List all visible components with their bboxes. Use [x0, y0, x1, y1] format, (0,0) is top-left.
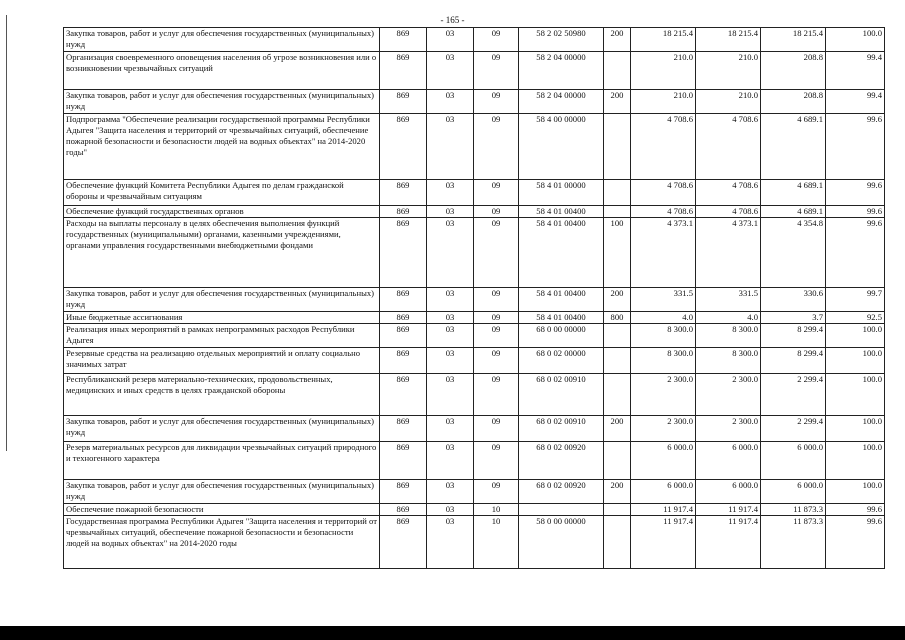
row-pr-cell: 09	[474, 480, 519, 504]
row-vr-cell: 200	[604, 90, 631, 114]
row-csr-cell: 58 4 01 00000	[519, 180, 604, 206]
row-executed-cell: 18 215.4	[761, 28, 826, 52]
row-approved-cell: 4 708.6	[631, 114, 696, 180]
row-percent-cell: 99.6	[826, 206, 885, 218]
row-percent-cell: 100.0	[826, 374, 885, 416]
row-plan-cell: 210.0	[696, 90, 761, 114]
row-percent-cell: 100.0	[826, 416, 885, 442]
row-vr-cell	[604, 504, 631, 516]
bottom-scan-border	[0, 626, 905, 640]
row-name-cell: Обеспечение функций государственных органов	[64, 206, 380, 218]
table-row	[64, 416, 885, 442]
row-pr-cell: 09	[474, 288, 519, 312]
row-vr-cell	[604, 206, 631, 218]
row-vr-cell: 200	[604, 416, 631, 442]
row-csr-cell: 68 0 02 00910	[519, 374, 604, 416]
row-name-cell: Организация своевременного оповещения населения об угрозе возникновения или о возникновении чрезвычайных ситуаций	[64, 52, 380, 90]
row-pr-cell: 09	[474, 90, 519, 114]
row-rz-cell: 03	[427, 442, 474, 480]
row-csr-cell: 58 4 01 00400	[519, 312, 604, 324]
row-pr-cell: 09	[474, 52, 519, 90]
row-percent-cell: 100.0	[826, 480, 885, 504]
row-pr-cell: 09	[474, 374, 519, 416]
row-approved-cell: 6 000.0	[631, 480, 696, 504]
row-ved-cell: 869	[380, 348, 427, 374]
row-name-cell: Закупка товаров, работ и услуг для обеспечения государственных (муниципальных) нужд	[64, 480, 380, 504]
row-pr-cell: 09	[474, 206, 519, 218]
table-row	[64, 288, 885, 312]
row-plan-cell: 4 708.6	[696, 206, 761, 218]
row-ved-cell: 869	[380, 480, 427, 504]
row-executed-cell: 4 354.8	[761, 218, 826, 288]
row-plan-cell: 18 215.4	[696, 28, 761, 52]
row-ved-cell: 869	[380, 180, 427, 206]
row-executed-cell: 4 689.1	[761, 114, 826, 180]
row-plan-cell: 4 708.6	[696, 114, 761, 180]
row-plan-cell: 6 000.0	[696, 442, 761, 480]
row-ved-cell: 869	[380, 288, 427, 312]
table-row	[64, 504, 885, 516]
row-ved-cell: 869	[380, 90, 427, 114]
row-rz-cell: 03	[427, 312, 474, 324]
row-ved-cell: 869	[380, 516, 427, 569]
row-csr-cell: 68 0 02 00000	[519, 348, 604, 374]
row-percent-cell: 99.6	[826, 516, 885, 569]
row-rz-cell: 03	[427, 288, 474, 312]
row-approved-cell: 331.5	[631, 288, 696, 312]
row-rz-cell: 03	[427, 416, 474, 442]
table-row	[64, 114, 885, 180]
row-rz-cell: 03	[427, 180, 474, 206]
row-plan-cell: 2 300.0	[696, 416, 761, 442]
row-plan-cell: 11 917.4	[696, 504, 761, 516]
row-csr-cell: 68 0 00 00000	[519, 324, 604, 348]
row-rz-cell: 03	[427, 348, 474, 374]
row-approved-cell: 8 300.0	[631, 324, 696, 348]
table-row	[64, 374, 885, 416]
row-ved-cell: 869	[380, 324, 427, 348]
row-percent-cell: 100.0	[826, 442, 885, 480]
row-csr-cell: 68 0 02 00910	[519, 416, 604, 442]
budget-table	[63, 27, 885, 569]
table-row	[64, 206, 885, 218]
row-ved-cell: 869	[380, 416, 427, 442]
row-percent-cell: 100.0	[826, 324, 885, 348]
row-approved-cell: 8 300.0	[631, 348, 696, 374]
row-ved-cell: 869	[380, 28, 427, 52]
row-plan-cell: 4 373.1	[696, 218, 761, 288]
row-approved-cell: 6 000.0	[631, 442, 696, 480]
row-csr-cell: 58 2 04 00000	[519, 90, 604, 114]
row-percent-cell: 99.4	[826, 90, 885, 114]
row-ved-cell: 869	[380, 218, 427, 288]
row-csr-cell: 58 4 01 00400	[519, 206, 604, 218]
row-ved-cell: 869	[380, 52, 427, 90]
table-row	[64, 324, 885, 348]
row-name-cell: Закупка товаров, работ и услуг для обеспечения государственных (муниципальных) нужд	[64, 288, 380, 312]
row-plan-cell: 331.5	[696, 288, 761, 312]
row-vr-cell	[604, 324, 631, 348]
row-ved-cell: 869	[380, 312, 427, 324]
row-approved-cell: 2 300.0	[631, 416, 696, 442]
left-margin-rule	[6, 15, 7, 451]
table-row	[64, 28, 885, 52]
row-rz-cell: 03	[427, 90, 474, 114]
row-approved-cell: 18 215.4	[631, 28, 696, 52]
row-vr-cell	[604, 348, 631, 374]
row-approved-cell: 210.0	[631, 52, 696, 90]
table-row	[64, 480, 885, 504]
table-row	[64, 180, 885, 206]
row-name-cell: Расходы на выплаты персоналу в целях обеспечения выполнения функций государственных (муниципальными) органами, казенными учреждениями, органами управления государственными внебюджетными фондами	[64, 218, 380, 288]
row-executed-cell: 4 689.1	[761, 180, 826, 206]
row-percent-cell: 99.6	[826, 114, 885, 180]
row-pr-cell: 09	[474, 324, 519, 348]
table-row	[64, 516, 885, 569]
row-name-cell: Резервные средства на реализацию отдельных мероприятий и оплату социально значимых затрат	[64, 348, 380, 374]
row-csr-cell: 58 0 00 00000	[519, 516, 604, 569]
row-rz-cell: 03	[427, 324, 474, 348]
row-executed-cell: 3.7	[761, 312, 826, 324]
row-rz-cell: 03	[427, 52, 474, 90]
row-executed-cell: 2 299.4	[761, 416, 826, 442]
row-plan-cell: 4 708.6	[696, 180, 761, 206]
row-pr-cell: 09	[474, 28, 519, 52]
row-approved-cell: 4 708.6	[631, 206, 696, 218]
row-executed-cell: 208.8	[761, 90, 826, 114]
row-vr-cell: 100	[604, 218, 631, 288]
row-name-cell: Закупка товаров, работ и услуг для обеспечения государственных (муниципальных) нужд	[64, 90, 380, 114]
row-executed-cell: 208.8	[761, 52, 826, 90]
row-pr-cell: 10	[474, 504, 519, 516]
row-name-cell: Подпрограмма "Обеспечение реализации государственной программы Республики Адыгея "Защита населения и территорий от чрезвычайных ситуаций, обеспечение пожарной безопасности и безопасности людей на водных объектах" на 2014-2020 годы"	[64, 114, 380, 180]
row-vr-cell	[604, 442, 631, 480]
row-csr-cell	[519, 504, 604, 516]
row-csr-cell: 68 0 02 00920	[519, 480, 604, 504]
row-name-cell: Закупка товаров, работ и услуг для обеспечения государственных (муниципальных) нужд	[64, 28, 380, 52]
row-name-cell: Республиканский резерв материально-технических, продовольственных, медицинских и иных средств в целях гражданской обороны	[64, 374, 380, 416]
row-approved-cell: 4.0	[631, 312, 696, 324]
row-executed-cell: 8 299.4	[761, 324, 826, 348]
page-number: - 165 -	[440, 15, 465, 25]
row-approved-cell: 210.0	[631, 90, 696, 114]
row-plan-cell: 2 300.0	[696, 374, 761, 416]
row-plan-cell: 210.0	[696, 52, 761, 90]
row-percent-cell: 99.6	[826, 218, 885, 288]
row-pr-cell: 09	[474, 180, 519, 206]
row-name-cell: Реализация иных мероприятий в рамках непрограммных расходов Республики Адыгея	[64, 324, 380, 348]
row-vr-cell	[604, 52, 631, 90]
row-plan-cell: 8 300.0	[696, 348, 761, 374]
row-pr-cell: 09	[474, 442, 519, 480]
row-csr-cell: 68 0 02 00920	[519, 442, 604, 480]
row-vr-cell: 800	[604, 312, 631, 324]
row-executed-cell: 11 873.3	[761, 516, 826, 569]
row-executed-cell: 11 873.3	[761, 504, 826, 516]
row-executed-cell: 2 299.4	[761, 374, 826, 416]
row-name-cell: Закупка товаров, работ и услуг для обеспечения государственных (муниципальных) нужд	[64, 416, 380, 442]
table-row	[64, 312, 885, 324]
table-row	[64, 218, 885, 288]
row-name-cell: Обеспечение функций Комитета Республики Адыгея по делам гражданской обороны и чрезвычайным ситуациям	[64, 180, 380, 206]
row-ved-cell: 869	[380, 206, 427, 218]
row-percent-cell: 99.7	[826, 288, 885, 312]
row-name-cell: Государственная программа Республики Адыгея "Защита населения и территорий от чрезвычайных ситуаций, обеспечение пожарной безопасности и безопасности людей на водных объектах" на 2014-2020 годы	[64, 516, 380, 569]
row-vr-cell	[604, 374, 631, 416]
row-pr-cell: 09	[474, 114, 519, 180]
row-csr-cell: 58 2 02 50980	[519, 28, 604, 52]
row-pr-cell: 09	[474, 416, 519, 442]
row-rz-cell: 03	[427, 28, 474, 52]
row-approved-cell: 11 917.4	[631, 516, 696, 569]
row-rz-cell: 03	[427, 218, 474, 288]
row-vr-cell	[604, 114, 631, 180]
row-name-cell: Резерв материальных ресурсов для ликвидации чрезвычайных ситуаций природного и техногенного характера	[64, 442, 380, 480]
row-rz-cell: 03	[427, 480, 474, 504]
row-rz-cell: 03	[427, 374, 474, 416]
row-plan-cell: 8 300.0	[696, 324, 761, 348]
row-vr-cell: 200	[604, 480, 631, 504]
row-csr-cell: 58 4 01 00400	[519, 218, 604, 288]
row-percent-cell: 100.0	[826, 348, 885, 374]
row-executed-cell: 330.6	[761, 288, 826, 312]
row-ved-cell: 869	[380, 504, 427, 516]
row-plan-cell: 11 917.4	[696, 516, 761, 569]
row-vr-cell: 200	[604, 288, 631, 312]
row-approved-cell: 4 373.1	[631, 218, 696, 288]
row-name-cell: Обеспечение пожарной безопасности	[64, 504, 380, 516]
row-name-cell: Иные бюджетные ассигнования	[64, 312, 380, 324]
row-rz-cell: 03	[427, 504, 474, 516]
row-ved-cell: 869	[380, 442, 427, 480]
table-row	[64, 442, 885, 480]
row-plan-cell: 4.0	[696, 312, 761, 324]
row-rz-cell: 03	[427, 516, 474, 569]
table-row	[64, 52, 885, 90]
row-csr-cell: 58 4 00 00000	[519, 114, 604, 180]
row-ved-cell: 869	[380, 114, 427, 180]
row-percent-cell: 100.0	[826, 28, 885, 52]
row-rz-cell: 03	[427, 206, 474, 218]
row-ved-cell: 869	[380, 374, 427, 416]
row-percent-cell: 99.4	[826, 52, 885, 90]
row-executed-cell: 6 000.0	[761, 442, 826, 480]
table-row	[64, 90, 885, 114]
row-percent-cell: 99.6	[826, 504, 885, 516]
row-csr-cell: 58 4 01 00400	[519, 288, 604, 312]
row-vr-cell	[604, 180, 631, 206]
budget-table-body	[64, 28, 885, 569]
row-approved-cell: 11 917.4	[631, 504, 696, 516]
table-row	[64, 348, 885, 374]
row-vr-cell	[604, 516, 631, 569]
row-executed-cell: 8 299.4	[761, 348, 826, 374]
row-executed-cell: 4 689.1	[761, 206, 826, 218]
row-pr-cell: 09	[474, 348, 519, 374]
row-executed-cell: 6 000.0	[761, 480, 826, 504]
row-pr-cell: 10	[474, 516, 519, 569]
row-csr-cell: 58 2 04 00000	[519, 52, 604, 90]
row-percent-cell: 99.6	[826, 180, 885, 206]
row-plan-cell: 6 000.0	[696, 480, 761, 504]
row-percent-cell: 92.5	[826, 312, 885, 324]
row-approved-cell: 4 708.6	[631, 180, 696, 206]
row-rz-cell: 03	[427, 114, 474, 180]
row-pr-cell: 09	[474, 218, 519, 288]
row-vr-cell: 200	[604, 28, 631, 52]
row-pr-cell: 09	[474, 312, 519, 324]
row-approved-cell: 2 300.0	[631, 374, 696, 416]
